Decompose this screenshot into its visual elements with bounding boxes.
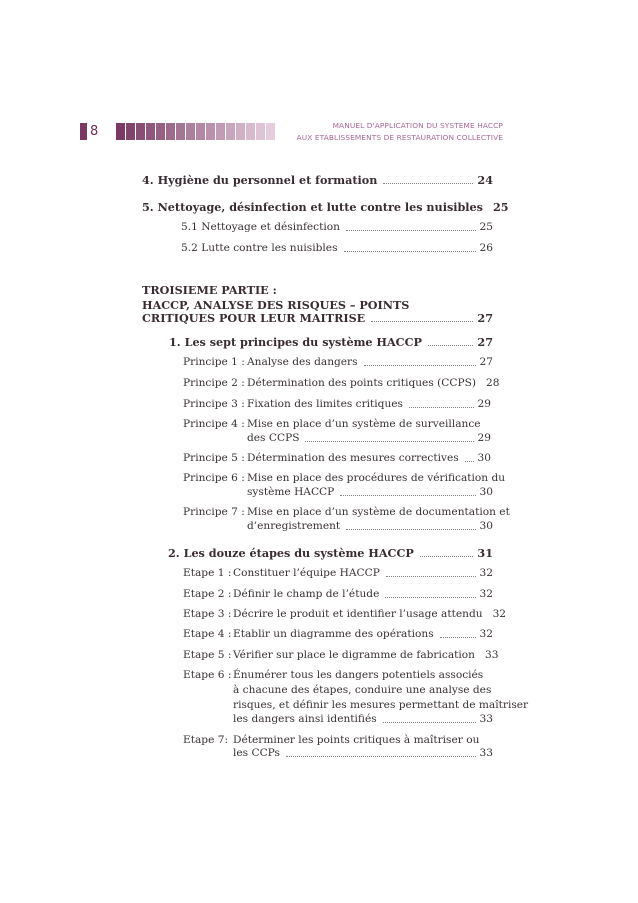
toc-entry-step-4[interactable] [233, 628, 493, 641]
toc-entry-step-7[interactable] [233, 747, 493, 760]
toc-entry-page: 31 [477, 546, 493, 560]
toc-entry-page: 28 [486, 377, 500, 389]
toc-entry-principle-1[interactable] [247, 356, 493, 369]
toc-entry-part-3[interactable] [142, 312, 493, 325]
toc-entry-label: Fixation des limites critiques [247, 398, 403, 410]
dot-leader [344, 250, 476, 252]
toc-entry-page: 27 [477, 311, 493, 325]
toc-entry-label: 1. Les sept principes du système HACCP [169, 335, 422, 349]
toc-entry-principle-4[interactable] [247, 432, 491, 445]
dot-leader [346, 229, 476, 231]
step-label: Etape 6 : [183, 669, 232, 681]
principle-label: Principe 5 : [183, 452, 245, 464]
header-accent-bar [80, 123, 87, 140]
toc-entry-page: 33 [479, 747, 493, 759]
decorative-square [256, 123, 265, 140]
decorative-square [246, 123, 255, 140]
dot-leader [409, 406, 474, 408]
toc-entry-label: d’enregistrement [247, 520, 341, 532]
dot-leader [383, 721, 476, 723]
toc-entry-label: Détermination des mesures correctives [247, 452, 459, 464]
toc-entry-label: 5.1 Nettoyage et désinfection [181, 221, 340, 233]
toc-entry-principle-3[interactable] [247, 398, 491, 411]
toc-entry-label: Vérifier sur place le digramme de fabrication [233, 649, 475, 661]
decorative-square [236, 123, 245, 140]
toc-entry-label: système HACCP [247, 486, 335, 498]
toc-entry-label: 4. Hygiène du personnel et formation [142, 173, 378, 187]
toc-entry-label: Etablir un diagramme des opérations [233, 628, 434, 640]
decorative-square [186, 123, 195, 140]
toc-entry-label: Définir le champ de l’étude [233, 588, 380, 600]
toc-entry-page: 25 [479, 221, 493, 233]
step-text-line3: risques, et définir les mesures permettant de maîtriser [233, 699, 529, 711]
part-3-heading-line2: HACCP, ANALYSE DES RISQUES – POINTS [142, 298, 410, 312]
toc-entry-principle-7[interactable] [247, 520, 493, 533]
decorative-square [216, 123, 225, 140]
dot-leader [383, 182, 473, 184]
toc-entry-step-1[interactable] [233, 567, 493, 580]
toc-entry-page: 32 [479, 588, 493, 600]
dot-leader [305, 440, 473, 442]
toc-entry-page: 27 [477, 335, 493, 349]
page-header [0, 0, 638, 160]
toc-entry-label: 5.2 Lutte contre les nuisibles [181, 242, 338, 254]
toc-entry-principles[interactable] [169, 336, 493, 349]
toc-entry-label: 2. Les douze étapes du système HACCP [168, 546, 414, 560]
toc-entry-page: 30 [479, 486, 493, 498]
toc-entry-page: 30 [477, 452, 491, 464]
principle-label: Principe 3 : [183, 398, 245, 410]
principle-label: Principe 1 : [183, 356, 245, 368]
toc-entry-step-6[interactable] [233, 713, 493, 726]
toc-entry-section-5-1[interactable] [181, 221, 493, 234]
toc-entry-section-4[interactable] [142, 174, 493, 187]
running-header [297, 120, 503, 144]
decorative-square [196, 123, 205, 140]
toc-entry-step-3[interactable] [233, 608, 507, 621]
decorative-square [266, 123, 275, 140]
toc-entry-label: des CCPS [247, 432, 300, 444]
toc-entry-label: Constituer l’équipe HACCP [233, 567, 380, 579]
toc-entry-page: 33 [484, 649, 499, 661]
decorative-square [146, 123, 155, 140]
dot-leader [364, 364, 476, 366]
toc-entry-page: 30 [479, 520, 493, 532]
dot-leader [286, 755, 476, 757]
toc-entry-label: 5. Nettoyage, désinfection et lutte contre les nuisibles [142, 200, 483, 214]
principle-label: Principe 2 : [183, 377, 245, 389]
part-3-heading-line3: CRITIQUES POUR LEUR MAITRISE [142, 311, 366, 325]
toc-entry-label: Analyse des dangers [247, 356, 358, 368]
dot-leader [420, 555, 474, 557]
toc-entry-page: 24 [477, 173, 493, 187]
toc-entry-principle-5[interactable] [247, 452, 491, 465]
toc-entry-section-5[interactable] [142, 200, 509, 214]
toc-entry-page: 26 [479, 242, 493, 254]
toc-entry-page: 29 [477, 398, 491, 410]
step-label: Etape 4 : [183, 628, 232, 640]
dot-leader [428, 344, 474, 346]
dot-leader [385, 596, 475, 598]
page-number: 8 [90, 124, 99, 139]
running-header-line1: MANUEL D'APPLICATION DU SYSTEME HACCP [332, 121, 503, 130]
decorative-square [166, 123, 175, 140]
step-text-line1: Déterminer les points critiques à maîtriser ou [233, 734, 480, 746]
toc-entry-label: Détermination des points critiques (CCPS) [247, 377, 476, 389]
toc-entry-page: 29 [477, 432, 491, 444]
decorative-square [206, 123, 215, 140]
decorative-square [126, 123, 135, 140]
toc-entry-page: 27 [479, 356, 493, 368]
step-label: Etape 5 : [183, 649, 232, 661]
toc-entry-step-5[interactable] [233, 649, 499, 662]
principle-text-line1: Mise en place des procédures de vérification du [247, 472, 506, 484]
toc-entry-label: les CCPs [233, 747, 280, 759]
dot-leader [465, 460, 474, 462]
principle-text-line1: Mise en place d’un système de surveillance [247, 418, 481, 430]
principle-text-line1: Mise en place d’un système de documentation et [247, 506, 510, 518]
toc-entry-principle-6[interactable] [247, 486, 493, 499]
toc-entry-page: 32 [492, 608, 507, 620]
dot-leader [371, 320, 473, 322]
decorative-square [136, 123, 145, 140]
step-label: Etape 7: [183, 734, 229, 746]
decorative-square [176, 123, 185, 140]
toc-entry-label: Décrire le produit et identifier l’usage attendu [233, 608, 483, 620]
toc-entry-step-2[interactable] [233, 588, 493, 601]
toc-entry-page: 33 [479, 713, 493, 725]
part-3-heading-line1: TROISIEME PARTIE : [142, 283, 277, 297]
principle-label: Principe 4 : [183, 418, 245, 430]
step-label: Etape 2 : [183, 588, 232, 600]
principle-label: Principe 7 : [183, 506, 245, 518]
decorative-square [156, 123, 165, 140]
toc-entry-label: les dangers ainsi identifiés [233, 713, 377, 725]
dot-leader [346, 528, 475, 530]
decorative-square [116, 123, 125, 140]
step-label: Etape 1 : [183, 567, 232, 579]
toc-entry-principle-2[interactable] [247, 377, 500, 390]
running-header-line2: AUX ETABLISSEMENTS DE RESTAURATION COLLECTIVE [296, 133, 503, 142]
decorative-square [226, 123, 235, 140]
principle-label: Principe 6 : [183, 472, 245, 484]
dot-leader [440, 636, 476, 638]
step-text-line2: à chacune des étapes, conduire une analyse des [233, 684, 492, 696]
toc-entry-steps[interactable] [168, 547, 493, 560]
toc-entry-page: 32 [479, 567, 493, 579]
toc-entry-page: 25 [492, 200, 509, 214]
dot-leader [340, 494, 475, 496]
step-text-line1: Énumérer tous les dangers potentiels associés [233, 669, 484, 681]
toc-entry-page: 32 [479, 628, 493, 640]
dot-leader [386, 575, 476, 577]
step-label: Etape 3 : [183, 608, 232, 620]
toc-entry-section-5-2[interactable] [181, 242, 493, 255]
